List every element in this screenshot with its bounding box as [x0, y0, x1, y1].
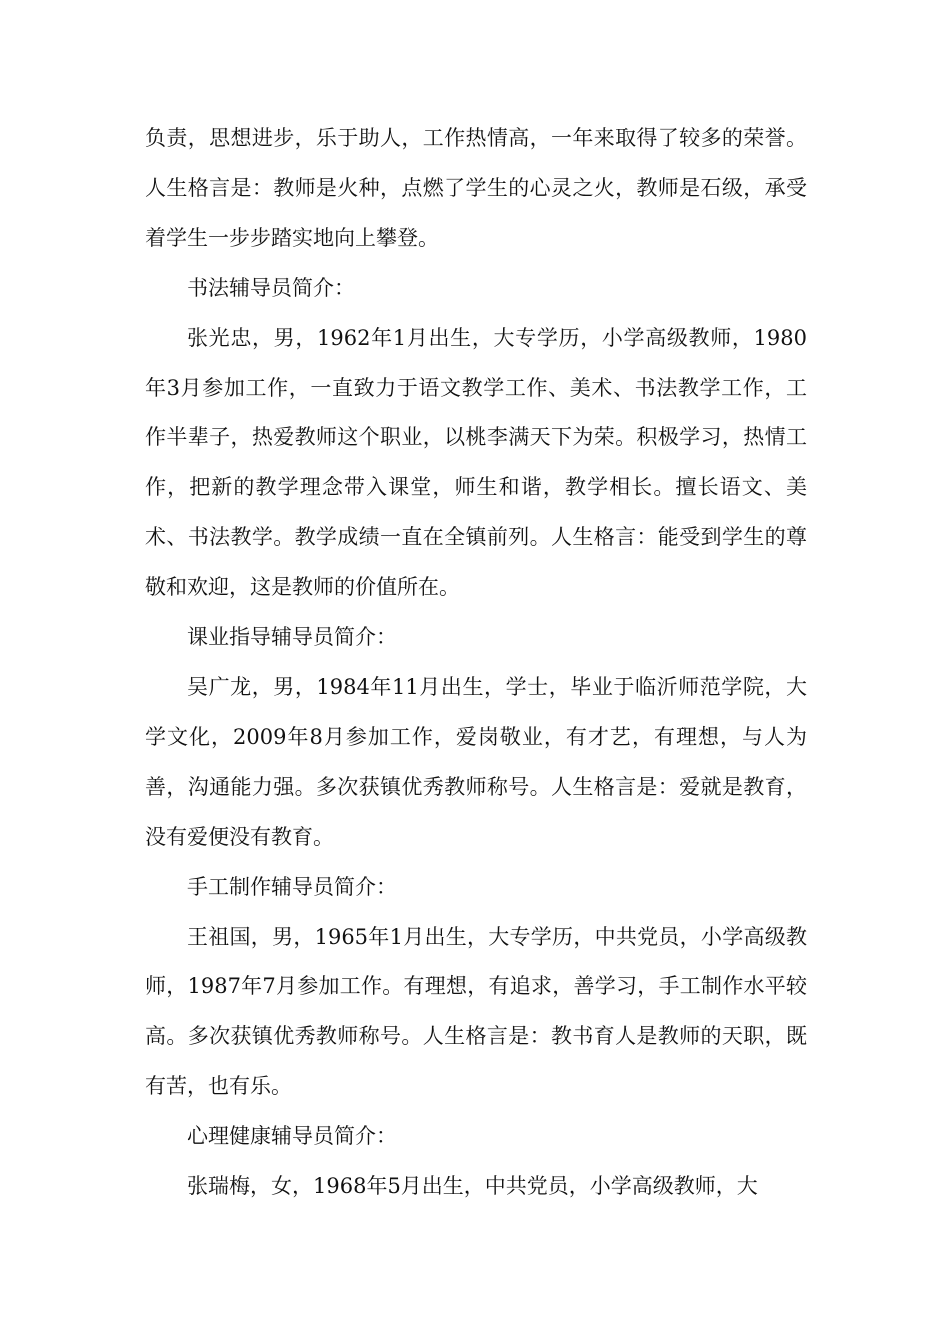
heading-homework-tutor: 课业指导辅导员简介： — [187, 625, 397, 650]
heading-mental-health-tutor: 心理健康辅导员简介： — [187, 1124, 397, 1149]
paragraph-homework-tutor-bio: 吴广龙，男，1984年11月出生，学士，毕业于临沂师范学院，大学文化，2009年8月参加工作，爱岗敬业，有才艺，有理想，与人为善，沟通能力强。多次获镇优秀教师称号。人生格言是：爱就是教育，没有爱便没有教育。 — [145, 674, 807, 849]
paragraph-calligraphy-tutor-bio: 张光忠，男，1962年1月出生，大专学历，小学高级教师，1980年3月参加工作，一直致力于语文教学工作、美术、书法教学工作，工作半辈子，热爱教师这个职业，以桃李满天下为荣。积极学习，热情工作，把新的教学理念带入课堂，师生和谐，教学相长。擅长语文、美术、书法教学。教学成绩一直在全镇前列。人生格言：能受到学生的尊敬和欢迎，这是教师的价值所在。 — [145, 325, 807, 600]
heading-handicraft-tutor: 手工制作辅导员简介： — [187, 874, 397, 899]
paragraph-mental-health-tutor-bio: 张瑞梅，女，1968年5月出生，中共党员，小学高级教师，大 — [187, 1174, 758, 1199]
paragraph-continuation: 负责，思想进步，乐于助人，工作热情高，一年来取得了较多的荣誉。人生格言是：教师是火种，点燃了学生的心灵之火，教师是石级，承受着学生一步步踏实地向上攀登。 — [145, 126, 807, 250]
heading-calligraphy-tutor: 书法辅导员简介： — [187, 275, 355, 300]
paragraph-handicraft-tutor-bio: 王祖国，男，1965年1月出生，大专学历，中共党员，小学高级教师，1987年7月参加工作。有理想，有追求，善学习，手工制作水平较高。多次获镇优秀教师称号。人生格言是：教书育人是教师的天职，既有苦，也有乐。 — [145, 924, 807, 1099]
document-page — [145, 114, 807, 1212]
